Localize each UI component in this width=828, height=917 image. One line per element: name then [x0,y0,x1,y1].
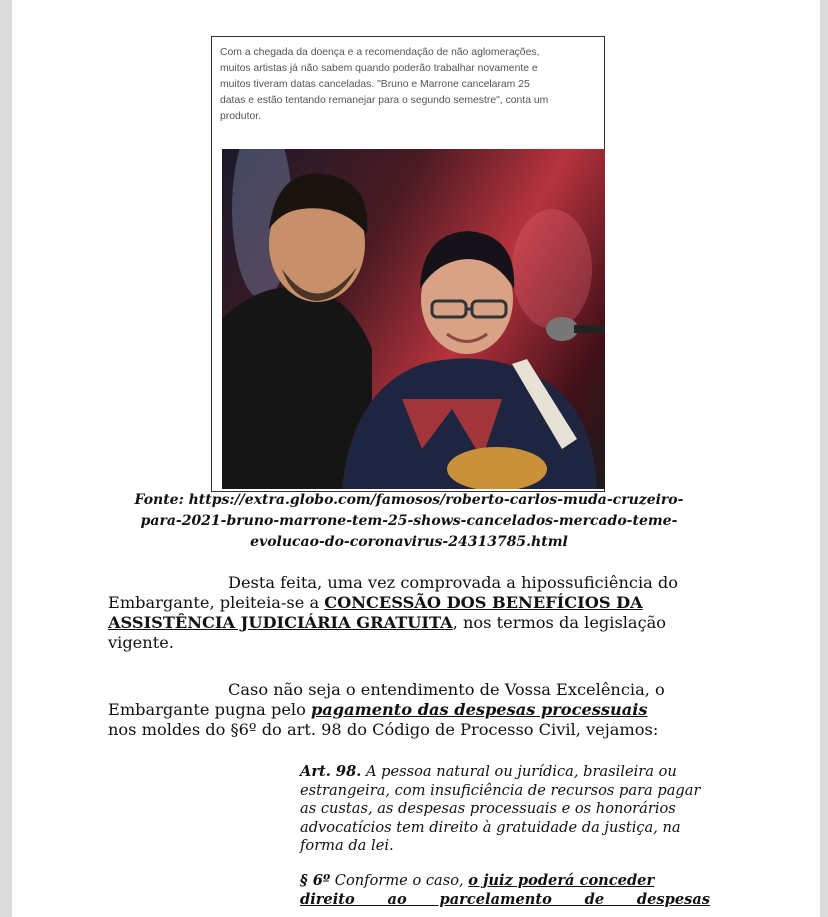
quote2-emphasis-1: o juiz poderá conceder [468,872,655,889]
para1-emphasis-2: ASSISTÊNCIA JUDICIÁRIA GRATUITA [108,613,453,632]
para1-emphasis-1: CONCESSÃO DOS BENEFÍCIOS DA [324,593,643,612]
para1-line1: Desta feita, uma vez comprovada a hipossuficiência do [228,573,679,592]
para1-line2: Embargante, pleiteia-se a [108,593,325,612]
news-line: Com a chegada da doença e a recomendação de não aglomerações, [220,47,540,58]
quote1-line5: forma da lei. [300,837,394,854]
section-number: § 6º [300,872,331,889]
news-line: muitos artistas já não sabem quando poderão trabalhar novamente e [220,63,538,74]
source-line: evolucao-do-coronavirus-24313785.html [250,534,568,550]
news-excerpt-box [211,36,605,492]
paragraph-assistance [108,573,712,653]
news-line: datas e estão tentando remanejar para o segundo semestre", conta um [220,95,549,106]
para2-line1: Caso não seja o entendimento de Vossa Excelência, o [228,680,665,699]
quote1-line3: as custas, as despesas processuais e os honorários [300,800,676,817]
source-citation [104,490,714,553]
para1-line4: vigente. [108,633,174,652]
paragraph-installments [108,680,712,740]
para2-line2: Embargante pugna pelo [108,700,311,719]
news-line: produtor. [220,111,262,122]
document-page [12,0,820,917]
quote1-line4: advocatícios tem direito à gratuidade da justiça, na [300,818,681,836]
source-line: para-2021-bruno-marrone-tem-25-shows-cancelados-mercado-teme- [140,513,678,529]
quote1-line2: estrangeira, com insuficiência de recursos para pagar [300,781,701,799]
source-line: Fonte: https://extra.globo.com/famosos/roberto-carlos-muda-cruzeiro- [134,492,684,508]
quote1-line1: A pessoa natural ou jurídica, brasileira ou [361,763,677,780]
para2-emphasis: pagamento das despesas processuais [310,700,648,719]
news-excerpt-text [220,45,598,125]
news-photo-illustration [222,149,605,489]
para2-line3: nos moldes do §6º do art. 98 do Código de Processo Civil, vejamos: [108,720,659,739]
article-number: Art. 98. [300,763,362,780]
quote-article-98 [300,763,710,856]
quote-paragraph-6 [300,872,710,909]
quote2-line1: Conforme o caso, [330,872,469,889]
news-line: muitos tiveram datas canceladas. "Bruno e Marrone cancelaram 25 [220,79,530,90]
news-photo [222,149,605,489]
quote2-emphasis-2: direito ao parcelamento de despesas [300,890,710,908]
para1-line3: , nos termos da legislação [452,613,667,632]
